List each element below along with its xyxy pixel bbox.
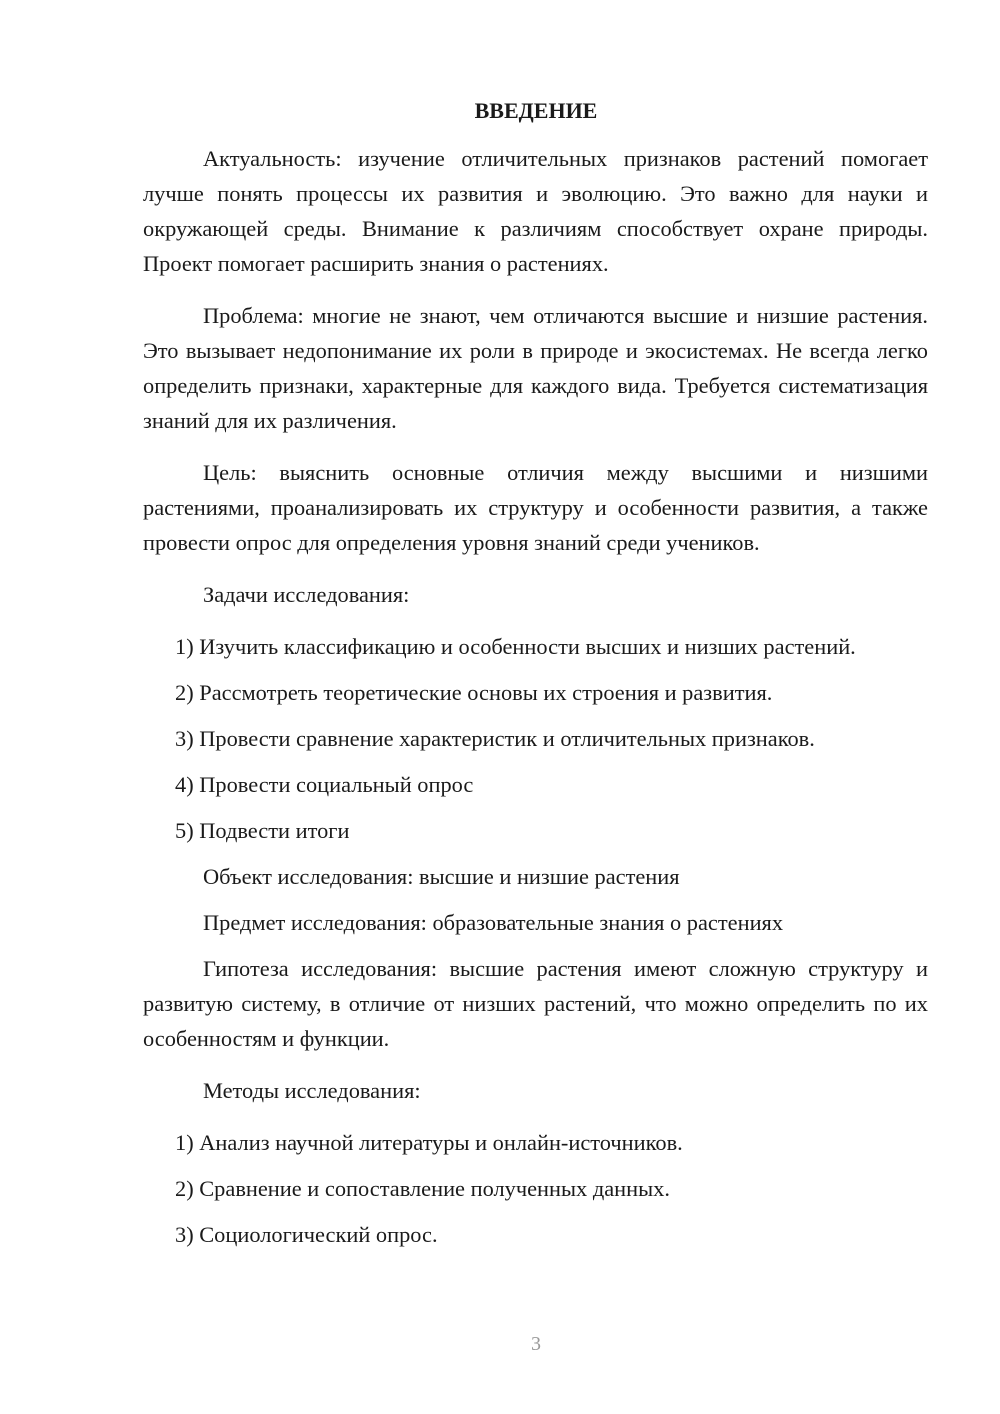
- list-item: 3) Социологический опрос.: [175, 1222, 438, 1247]
- list-item: 2) Рассмотреть теоретические основы их строения и развития.: [175, 680, 773, 705]
- page-number: 3: [531, 1333, 541, 1355]
- tasks-list: [143, 629, 928, 848]
- list-item: 2) Сравнение и сопоставление полученных данных.: [175, 1176, 670, 1201]
- document-body: [143, 141, 928, 1264]
- list-item: 4) Провести социальный опрос: [175, 772, 474, 797]
- research-subject: Предмет исследования: образовательные знания о растениях: [203, 910, 784, 935]
- list-item: 1) Анализ научной литературы и онлайн-источников.: [175, 1130, 683, 1155]
- methods-list: [143, 1125, 928, 1252]
- problem-paragraph: Проблема: многие не знают, чем отличаются высшие и низшие растения. Это вызывает недопонимание их роли в природе и экосистемах. Не всегда легко определить признаки, характерные для каждого вида. Требуется систематизация знаний для их различения.: [143, 303, 928, 433]
- goal-paragraph: Цель: выяснить основные отличия между высшими и низшими растениями, проанализировать их структуру и особенности развития, а также провести опрос для определения уровня знаний среди учеников.: [143, 460, 928, 555]
- page-title: ВВЕДЕНИЕ: [474, 98, 598, 123]
- list-item: 1) Изучить классификацию и особенности высших и низших растений.: [175, 634, 856, 659]
- list-item: 5) Подвести итоги: [175, 818, 350, 843]
- hypothesis-paragraph: Гипотеза исследования: высшие растения имеют сложную структуру и развитую систему, в отличие от низших растений, что можно определить по их особенностям и функции.: [143, 956, 928, 1051]
- relevance-paragraph: Актуальность: изучение отличительных признаков растений помогает лучше понять процессы их развития и эволюцию. Это важно для науки и окружающей среды. Внимание к различиям способствует охране природы. Проект помогает расширить знания о растениях.: [143, 146, 928, 276]
- list-item: 3) Провести сравнение характеристик и отличительных признаков.: [175, 726, 815, 751]
- methods-heading: Методы исследования:: [203, 1078, 421, 1103]
- tasks-heading: Задачи исследования:: [203, 582, 410, 607]
- research-object: Объект исследования: высшие и низшие растения: [203, 864, 680, 889]
